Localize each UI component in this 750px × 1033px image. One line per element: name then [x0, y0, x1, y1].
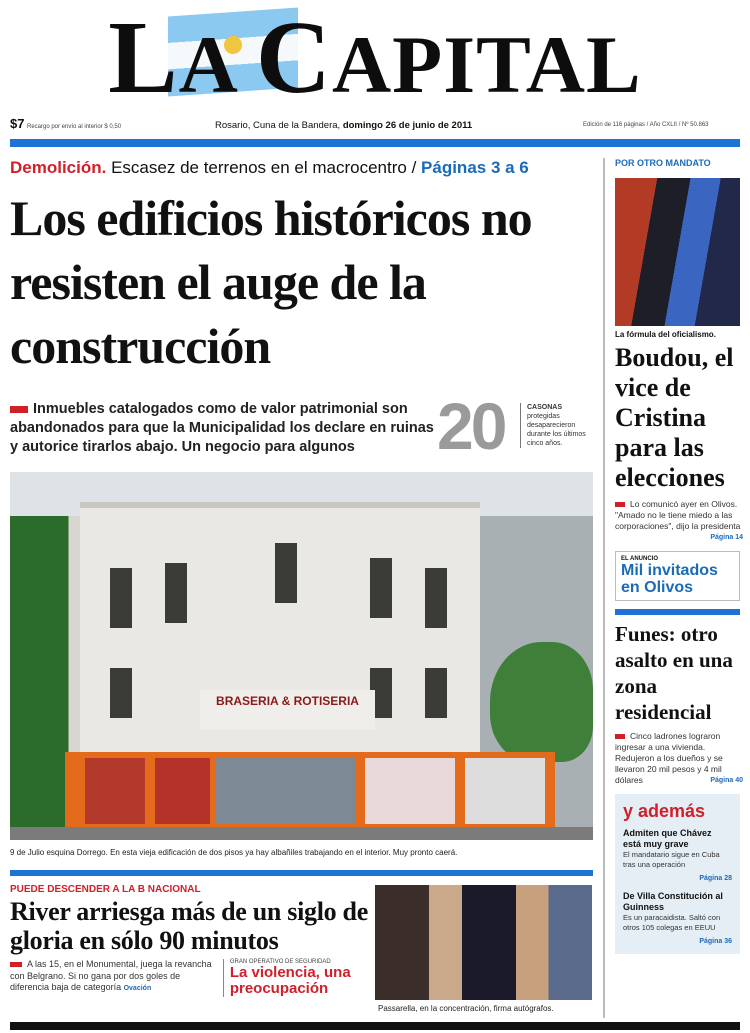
stat-number: 20 [437, 389, 505, 463]
tree [490, 642, 593, 762]
also-item[interactable]: De Villa Constitución al Guinness Es un paracaidista. Saltó con otros 105 colegas en EEUU Página 36 [623, 891, 732, 945]
security-story[interactable]: GRAN OPERATIVO DE SEGURIDAD La violencia, una preocupación [223, 959, 372, 997]
shop-sign: BRASERIA & ROTISERIA [200, 690, 375, 730]
announcement-box[interactable]: EL ANUNCIO Mil invitados en Olivos [615, 551, 740, 601]
sidebar-column [615, 343, 743, 954]
river-photo[interactable] [375, 885, 592, 1000]
bottom-rule [10, 1022, 740, 1030]
lead-photo-caption: 9 de Julio esquina Dorrego. En esta vieja edificación de dos pisos ya hay albañiles trabajando en el interior. Muy pronto caerá. [10, 848, 458, 857]
funes-headline[interactable]: Funes: otro asalto en una zona residencial [615, 622, 733, 724]
divider [10, 870, 593, 876]
column-rule [603, 158, 605, 1018]
river-headline[interactable]: River arriesga más de un siglo de gloria en sólo 90 minutos [10, 897, 368, 955]
street [10, 827, 593, 840]
masthead [0, 0, 750, 115]
sidebar-kicker: POR OTRO MANDATO [615, 158, 711, 168]
page-link[interactable]: Página 40 [710, 777, 743, 784]
construction-hoarding [65, 752, 555, 832]
bullet-icon [10, 406, 28, 413]
sidebar-photo-caption: La fórmula del oficialismo. [615, 330, 716, 339]
funes-text: Cinco ladrones lograron ingresar a una vivienda. Redujeron a los dueños y se llevaron 20 mil pesos y 4 mil dólares Página 40 [615, 731, 743, 785]
also-item[interactable]: Admiten que Chávez está muy grave El mandatario sigue en Cuba tras una operación Página 28 [623, 828, 732, 882]
river-photo-caption: Passarella, en la concentración, firma autógrafos. [378, 1004, 554, 1013]
boudou-text: Lo comunicó ayer en Olivos. "Amado no le tiene miedo a las corporaciones", dijo la presidenta Página 14 [615, 499, 743, 541]
newspaper-title: LA CAPITAL [108, 0, 642, 115]
section-link[interactable]: Ovación [123, 985, 152, 992]
lead-photo[interactable] [10, 472, 593, 840]
also-title: y además [623, 801, 706, 821]
boudou-headline[interactable]: Boudou, el vice de Cristina para las elecciones [615, 343, 734, 492]
page-link[interactable]: Página 14 [710, 534, 743, 541]
river-text: A las 15, en el Monumental, juega la revancha con Belgrano. Si no gana por dos goles de diferencia baja de categoría Ovación [10, 959, 212, 992]
lead-kicker: Demolición. Escasez de terrenos en el macrocentro / Páginas 3 a 6 [10, 158, 529, 177]
pages-link[interactable]: Páginas 3 a 6 [421, 158, 529, 177]
river-story [10, 884, 372, 997]
river-kicker: PUEDE DESCENDER A LA B NACIONAL [10, 884, 201, 895]
stat-note: CASONAS protegidas desaparecieron durante los últimos cinco años. [520, 403, 600, 448]
edition-info: Edición de 116 páginas / Año CXLII / Nº 50.863 [583, 122, 709, 128]
lead-subhead: Inmuebles catalogados como de valor patrimonial son abandonados para que la Municipalidad los declare en ruinas y autorice tirarlos abajo. Un negocio para algunos [10, 401, 434, 455]
divider [10, 139, 740, 147]
divider [615, 609, 740, 615]
sidebar-photo[interactable] [615, 178, 740, 326]
dateline: Rosario, Cuna de la Bandera, domingo 26 de junio de 2011 [215, 120, 473, 131]
bullet-icon [10, 962, 22, 967]
lead-headline[interactable]: Los edificios históricos no resisten el auge de la construcción [10, 190, 532, 374]
also-box [615, 794, 740, 954]
price: $7 Recargo por envío al interior $ 0,50 [10, 116, 122, 131]
